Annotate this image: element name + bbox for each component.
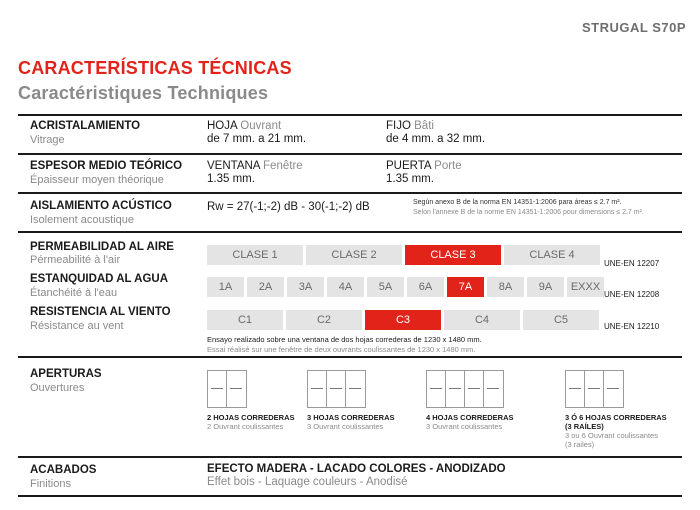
class-chip-2a: 2A	[247, 277, 284, 297]
class-chip-8a: 8A	[487, 277, 524, 297]
class-chip-7a: 7A	[447, 277, 484, 297]
divider	[18, 192, 682, 194]
slide-arrow-icon	[430, 388, 442, 389]
acristalamiento-sub: Vitrage	[30, 134, 65, 146]
pane	[566, 371, 585, 407]
divider	[18, 356, 682, 358]
slide-arrow-icon	[211, 388, 223, 389]
aperturas-label: APERTURAS	[30, 368, 102, 380]
aislamiento-note-fr: Selon l'annexe B de la norme EN 14351-1:2006 pour dimensions ≤ 2.7 m².	[413, 209, 644, 216]
pane	[208, 371, 227, 407]
puerta-value: 1.35 mm.	[386, 173, 434, 185]
window-3-panes-icon	[307, 370, 366, 408]
pane	[327, 371, 346, 407]
apertura-caption-fr: 2 Ouvrant coulissantes	[207, 422, 284, 431]
aislamiento-value: Rw = 27(-1;-2) dB - 30(-1;-2) dB	[207, 201, 370, 213]
class-chip-4a: 4A	[327, 277, 364, 297]
apertura-caption-es-rails: (3 RAÍLES)	[565, 422, 604, 431]
slide-arrow-icon	[349, 388, 361, 389]
slide-arrow-icon	[487, 388, 499, 389]
class-chip-9a: 9A	[527, 277, 564, 297]
permeabilidad-sub: Pérmeabilité à l'air	[30, 254, 121, 266]
estanquidad-label: ESTANQUIDAD AL AGUA	[30, 273, 168, 285]
slide-arrow-icon	[468, 388, 480, 389]
apertura-caption-es: 3 Ó 6 HOJAS CORREDERAS	[565, 413, 667, 422]
viento-norm: UNE-EN 12210	[604, 322, 660, 331]
ensayo-note-es: Ensayo realizado sobre una ventana de dos hojas correderas de 1230 x 1480 mm.	[207, 335, 482, 344]
acabados-sub: Finitions	[30, 478, 71, 490]
divider	[18, 495, 682, 497]
slide-arrow-icon	[230, 388, 242, 389]
pane	[308, 371, 327, 407]
espesor-sub: Épaisseur moyen théorique	[30, 174, 164, 186]
fijo-heading: FIJO Bâti	[386, 120, 434, 132]
apertura-caption-fr: 3 Ouvrant coulissantes	[307, 422, 384, 431]
pane	[227, 371, 246, 407]
estanquidad-norm: UNE-EN 12208	[604, 290, 660, 299]
pane	[604, 371, 623, 407]
class-chip-1a: 1A	[207, 277, 244, 297]
acabados-value-fr: Effet bois - Laquage couleurs - Anodisé	[207, 476, 408, 488]
slide-arrow-icon	[449, 388, 461, 389]
window-2-panes-icon	[207, 370, 247, 408]
class-chip-5a: 5A	[367, 277, 404, 297]
apertura-caption-fr: 3 ou 6 Ouvrant coulissantes	[565, 431, 658, 440]
slide-arrow-icon	[311, 388, 323, 389]
acristalamiento-label: ACRISTALAMIENTO	[30, 120, 141, 132]
puerta-heading: PUERTA Porte	[386, 160, 462, 172]
class-chip-3a: 3A	[287, 277, 324, 297]
ventana-heading: VENTANA Fenêtre	[207, 160, 303, 172]
class-chip-clase-3: CLASE 3	[405, 245, 501, 265]
class-chip-clase-4: CLASE 4	[504, 245, 600, 265]
permeabilidad-label: PERMEABILIDAD AL AIRE	[30, 241, 174, 253]
viento-sub: Résistance au vent	[30, 320, 124, 332]
window-4-panes-icon	[426, 370, 504, 408]
brand-model: STRUGAL S70P	[581, 20, 686, 35]
ensayo-note-fr: Essai réalisé sur une fenêtre de deux ouvrants coulissantes de 1230 x 1480 mm.	[207, 345, 476, 354]
class-chip-clase-1: CLASE 1	[207, 245, 303, 265]
apertura-caption-fr-rails: (3 railes)	[565, 440, 595, 449]
class-chip-c5: C5	[523, 310, 599, 330]
acabados-value-es: EFECTO MADERA - LACADO COLORES - ANODIZADO	[207, 463, 506, 475]
divider	[18, 231, 682, 233]
page-subtitle: Caractéristiques Techniques	[18, 83, 269, 103]
aislamiento-note-es: Según anexo B de la norma EN 14351-1:2006 para áreas ≤ 2.7 m².	[413, 199, 622, 206]
slide-arrow-icon	[330, 388, 342, 389]
pane	[465, 371, 484, 407]
divider	[18, 153, 682, 155]
slide-arrow-icon	[607, 388, 619, 389]
estanquidad-sub: Étanchéité à l'eau	[30, 287, 118, 299]
class-chip-6a: 6A	[407, 277, 444, 297]
espesor-label: ESPESOR MEDIO TEÓRICO	[30, 160, 183, 172]
ventana-value: 1.35 mm.	[207, 173, 255, 185]
slide-arrow-icon	[569, 388, 581, 389]
aperturas-sub: Ouvertures	[30, 382, 85, 394]
acabados-label: ACABADOS	[30, 464, 97, 476]
class-chip-c1: C1	[207, 310, 283, 330]
pane	[484, 371, 503, 407]
class-chip-c3: C3	[365, 310, 441, 330]
pane	[446, 371, 465, 407]
viento-label: RESISTENCIA AL VIENTO	[30, 306, 171, 318]
apertura-caption-es: 2 HOJAS CORREDERAS	[207, 413, 295, 422]
divider	[18, 456, 682, 458]
slide-arrow-icon	[588, 388, 600, 389]
pane	[427, 371, 446, 407]
fijo-value: de 4 mm. a 32 mm.	[386, 133, 486, 145]
apertura-caption-fr: 3 Ouvrant coulissantes	[426, 422, 503, 431]
hoja-value: de 7 mm. a 21 mm.	[207, 133, 307, 145]
class-chip-exxx: EXXX	[567, 277, 604, 297]
aislamiento-label: AISLAMIENTO ACÚSTICO	[30, 200, 172, 212]
class-chip-c2: C2	[286, 310, 362, 330]
hoja-heading: HOJA Ouvrant	[207, 120, 282, 132]
page-title: CARACTERÍSTICAS TÉCNICAS	[18, 58, 292, 78]
pane	[585, 371, 604, 407]
divider	[18, 114, 682, 116]
permeabilidad-norm: UNE-EN 12207	[604, 259, 660, 268]
pane	[346, 371, 365, 407]
window-3-rails-icon	[565, 370, 624, 408]
apertura-caption-es: 4 HOJAS CORREDERAS	[426, 413, 514, 422]
apertura-caption-es: 3 HOJAS CORREDERAS	[307, 413, 395, 422]
class-chip-clase-2: CLASE 2	[306, 245, 402, 265]
aislamiento-sub: Isolement acoustique	[30, 214, 134, 226]
class-chip-c4: C4	[444, 310, 520, 330]
